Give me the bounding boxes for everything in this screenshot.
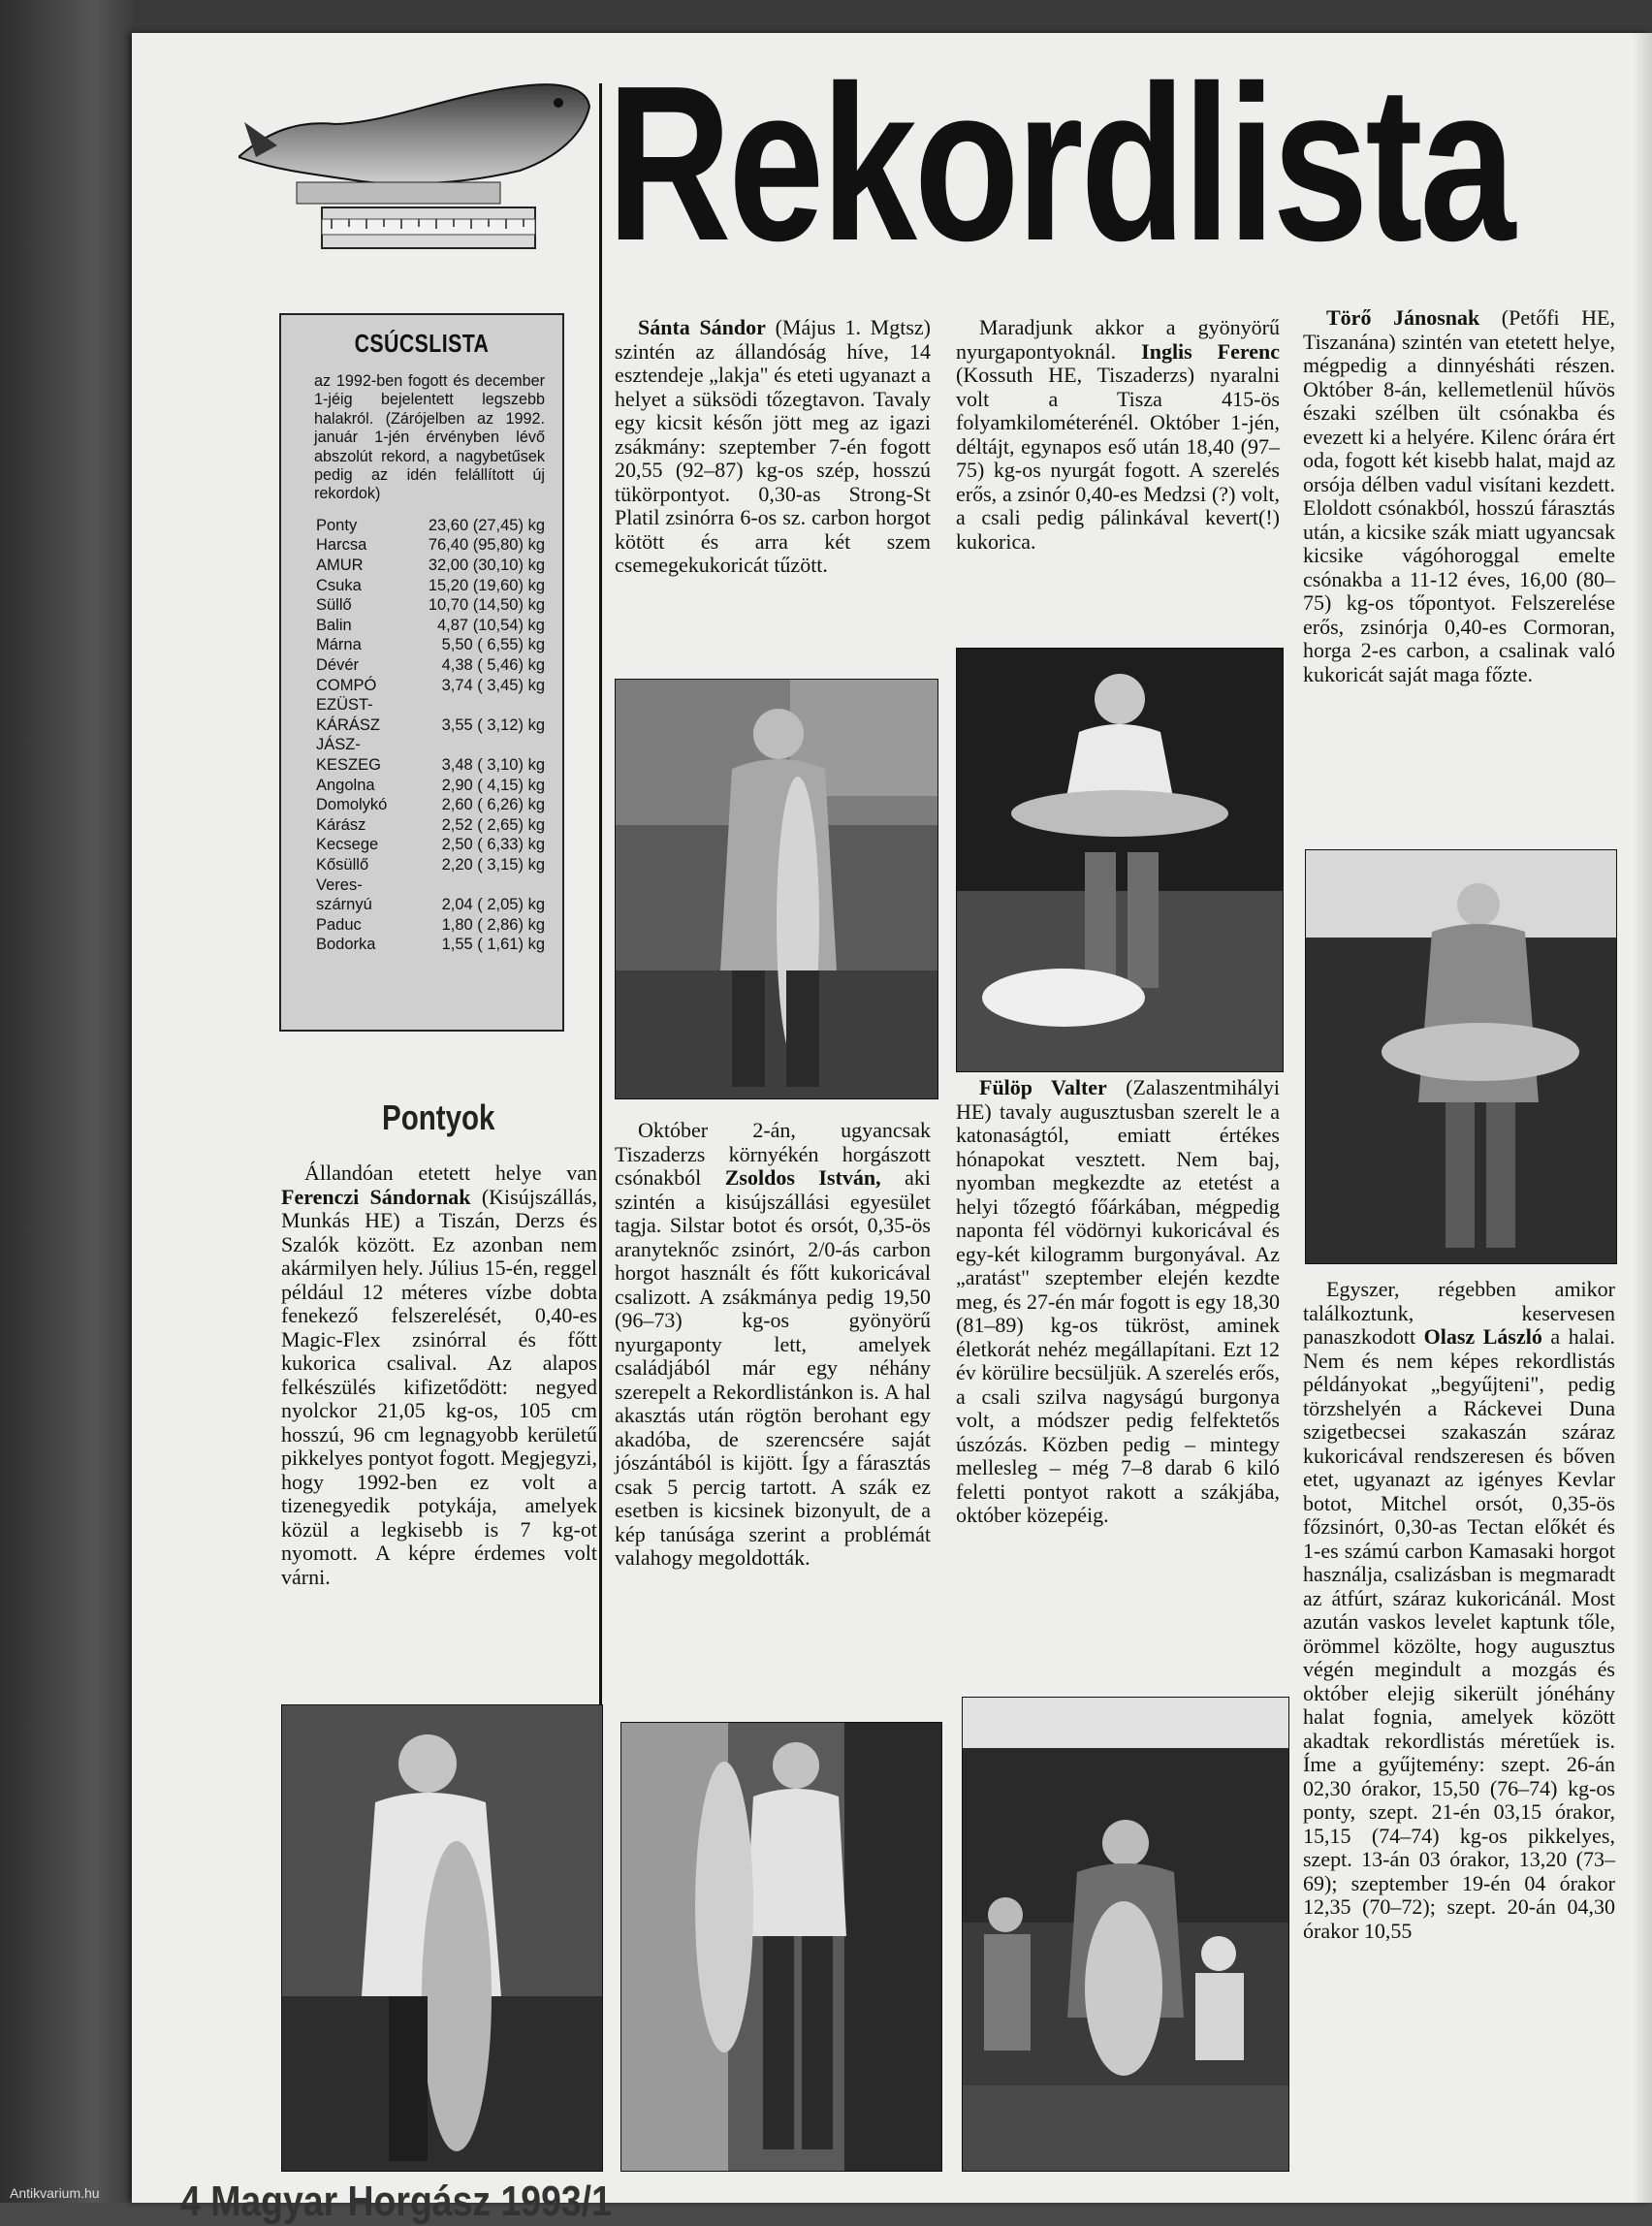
name-santa-sandor: Sánta Sándor	[638, 315, 766, 339]
name-zsoldos-istvan: Zsoldos István,	[724, 1165, 881, 1190]
record-row	[316, 655, 545, 676]
record-list-table	[316, 516, 545, 955]
record-fish-name: Süllő	[316, 596, 352, 615]
record-weight: 1,80 ( 2,86) kg	[441, 915, 545, 934]
record-weight: 3,48 ( 3,10) kg	[441, 755, 545, 774]
record-fish-name: Kecsege	[316, 836, 379, 854]
section-heading-pontyok: Pontyok	[382, 1097, 495, 1137]
record-row	[316, 776, 545, 796]
record-list-intro: az 1992-ben fogott és december 1-jéig bejelentett legszebb halakról. (Zárójelben az 1992. január 1-jén érvényben lévő abszolút rekord, a nagybetűsek pedig az idén felállított új rekordok)	[314, 372, 545, 503]
paragraph-inglis: Maradjunk akkor a gyönyörű nyurgapontyoknál. Inglis Ferenc (Kossuth HE, Tiszaderzs) nyaralni volt a Tisza 415-ös folyamkilométerénél. Október 1-jén, déltájt, egynapos eső után 18,40 (97–75) kg-os nyurgát fogott. A szerelés erős, a zsinór 0,40-es Medzsi (?) volt, a csali pedig pálinkával kevert(!) kukorica.	[956, 315, 1281, 554]
record-weight: 3,74 ( 3,45) kg	[441, 676, 545, 694]
photo-ferenczi-sandor-with-carp	[281, 1704, 603, 2172]
record-row	[316, 535, 545, 556]
record-fish-name: COMPÓ	[316, 676, 377, 694]
record-row	[316, 616, 545, 636]
record-row	[316, 516, 545, 536]
fish-on-scale-illustration	[238, 64, 597, 254]
photo-fulop-valter-with-carp-and-children	[962, 1697, 1289, 2172]
photo-toro-janos-with-carp	[1305, 849, 1617, 1264]
record-fish-name: Ponty	[316, 516, 358, 534]
name-fulop-valter: Fülöp Valter	[979, 1075, 1107, 1099]
record-row	[316, 795, 545, 815]
paragraph-fulop: Fülöp Valter (Zalaszentmihályi HE) tavaly augusztusban szerelt le a katonaságtól, emiatt értékes hónapokat vesztett. Nem baj, nyomban megkezdte az etetést a helyi tőzegtó főárkában, mégpedig naponta fél vödörnyi kukoricával és egy-két kilogramm burgonyával. Az „aratást" szeptember elején kezdte meg, és 27-én már fogott is egy 18,30 (81–89) kg-os tükröst, aminek életkorát nehéz megállapítani. Ezt 12 év körülire becsüljük. A szerelés erős, a csali szilva nagyságú burgonya volt, a módszer pedig felfektetős úszózás. Közben pedig – mintegy mellesleg – még 7–8 darab 6 kiló feletti pontyot rakott a szákjába, október közepéig.	[956, 1075, 1280, 1527]
paragraph-toro: Törő Jánosnak (Petőfi HE, Tiszanána) szintén van etetett helye, mégpedig a dinnyésháti részen. Október 8-án, kellemetlenül hűvös északi szélben ült csónakba és evezett ki a helyére. Kilenc órára ért oda, fogott két kisebb halat, majd az orsója délben vadul visítani kezdett. Eloldott csónakból, hosszú fárasztás után, a kicsike szák miatt ugyancsak kicsike vágóhoroggal emelte csónakba a 11-12 éves, 16,00 (80–75) kg-os tőpontyot. Felszerelése erős, zsinórja 0,40-es Cormoran, horga 2-es carbon, a csalinak való kukoricát saját maga főzte.	[1303, 305, 1615, 686]
record-weight: 3,55 ( 3,12) kg	[441, 716, 545, 734]
record-fish-name: Veres- szárnyú	[316, 875, 372, 914]
record-weight: 2,20 ( 3,15) kg	[441, 855, 545, 874]
record-fish-name: Paduc	[316, 915, 362, 934]
article-column-3-top	[956, 316, 1280, 554]
record-weight: 23,60 (27,45) kg	[428, 516, 545, 534]
record-weight: 10,70 (14,50) kg	[428, 596, 545, 615]
page-footer: 4 Magyar Horgász 1993/1	[180, 2178, 612, 2225]
watermark-text: Antikvarium.hu	[10, 2185, 100, 2201]
name-ferenczi-sandor: Ferenczi Sándornak	[281, 1184, 471, 1209]
record-row	[316, 676, 545, 696]
page-edge-shadow	[1633, 33, 1652, 2203]
name-inglis-ferenc: Inglis Ferenc	[1141, 338, 1281, 364]
record-weight: 2,04 ( 2,05) kg	[441, 896, 545, 914]
record-list-heading: CSÚCSLISTA	[354, 329, 490, 358]
record-fish-name: Kárász	[316, 815, 366, 834]
article-column-3-middle	[956, 1076, 1280, 1528]
paragraph-zsoldos: Október 2-án, ugyancsak Tiszaderzs környékén horgászott csónakból Zsoldos István, aki szintén a kisújszállási egyesület tagja. Silstar botot és orsót, 0,35-ös aranyteknőc zsinórt, 2/0-ás carbon horgot használt és főtt kukoricával csalizott. A zsákmánya pedig 19,50 (96–73) kg-os gyönyörű nyurgaponty lett, amelyek családjából már egy néhány szerepelt a Rekordlistánkon is. A hal akasztás után rögtön berohant egy akadóba, de szerencsére saját jószántából is kijött. Így a fárasztás csak 5 percig tartott. A szák ez esetben is kicsinek bizonyult, de a kép tanúsága szerint a problémát valahogy megoldották.	[615, 1118, 931, 1570]
record-weight: 4,87 (10,54) kg	[437, 616, 545, 634]
record-weight: 5,50 ( 6,55) kg	[441, 636, 545, 654]
record-weight: 15,20 (19,60) kg	[428, 576, 545, 594]
record-row	[316, 695, 545, 735]
record-row	[316, 595, 545, 616]
article-column-2-top	[615, 316, 931, 578]
record-weight: 1,55 ( 1,61) kg	[441, 936, 545, 954]
article-column-1	[281, 1161, 597, 1589]
record-fish-name: AMUR	[316, 556, 364, 575]
name-olasz-laszlo: Olasz László	[1423, 1324, 1542, 1349]
record-row	[316, 576, 545, 596]
photo-zsoldos-istvan-with-carp	[620, 1722, 942, 2172]
record-weight: 2,52 ( 2,65) kg	[441, 815, 545, 834]
background-top	[0, 0, 1652, 33]
name-toro-janos: Törő Jánosnak	[1326, 305, 1480, 330]
record-list-box	[279, 313, 564, 1032]
record-row	[316, 735, 545, 775]
paragraph-santa: Sánta Sándor (Május 1. Mgtsz) szintén az állandóság híve, 14 esztendeje „lakja" és eteti ugyanazt a helyet a süksödi tőzegtavon. Tavaly egy kicsit későn jött meg az igazi zsákmány: szeptember 7-én fogott 20,55 (92–87) kg-os szép, hosszú tükörpontyot. 0,30-as Strong-St Platil zsinórra 6-os sz. carbon horgot kötött és arra két szem csemegekukoricát tűzött.	[615, 315, 931, 577]
paragraph-ferenczi: Állandóan etetett helye van Ferenczi Sándornak (Kisújszállás, Munkás HE) a Tiszán, Derzs és Szalók között. Ez azonban nem akármilyen hely. Július 15-én, reggel például 12 méteres vízbe dobta fenekező felszerelését, 0,40-es Magic-Flex zsinórral és főtt kukorica csalival. Az alapos felkészülés kifizetődött: negyed nyolckor 21,05 kg-os, 105 cm hosszú, 96 cm legnagyobb kerületű pikkelyes pontyot fogott. Megjegyzi, hogy 1992-ben ez volt a tizenegyedik potykája, amelyek közül a legkisebb is 7 kg-ot nyomott. A képre érdemes volt várni.	[281, 1161, 597, 1589]
record-fish-name: Harcsa	[316, 536, 367, 555]
record-fish-name: Márna	[316, 636, 362, 654]
article-column-4-bottom	[1303, 1278, 1615, 1943]
record-weight: 76,40 (95,80) kg	[428, 536, 545, 555]
record-fish-name: JÁSZ- KESZEG	[316, 736, 381, 774]
record-fish-name: EZÜST- KÁRÁSZ	[316, 696, 381, 734]
record-row	[316, 935, 545, 955]
record-fish-name: Bodorka	[316, 936, 376, 954]
record-row	[316, 815, 545, 836]
record-weight: 4,38 ( 5,46) kg	[441, 656, 545, 674]
photo-santa-sandor-with-carp	[615, 679, 938, 1099]
record-row	[316, 915, 545, 936]
record-fish-name: Balin	[316, 616, 352, 634]
record-weight: 2,60 ( 6,26) kg	[441, 796, 545, 814]
record-row	[316, 875, 545, 915]
article-column-2-middle	[615, 1119, 931, 1571]
record-fish-name: Dévér	[316, 656, 360, 674]
record-row	[316, 855, 545, 875]
background-left	[0, 0, 136, 2203]
paragraph-olasz: Egyszer, régebben amikor találkoztunk, keservesen panaszkodott Olasz László a halai. Nem és nem képes rekordlistás példányokat „begyűjteni", pedig törzshelyén a Ráckevei Duna szigetbecsei szakaszán száraz kukoricával rendszeresen és bőven etet, ugyanazt az igényes Kevlar botot, Mitchel orsót, 0,35-ös főzsinórt, 0,30-as Tectan előkét és 1-es számú carbon Kamasaki horgot használja, csalizásban is megmaradt az átfúrt, száraz kukoricánál. Most azután vaskos levelet kaptunk tőle, örömmel közölte, hogy augusztus végén megindult a mozgás és október elejig sikerült jónéhány halat fognia, amelyek között akadtak rekordlistás méretűek is. Íme a gyűjtemény: szept. 26-án 02,30 órakor, 15,50 (76–74) kg-os ponty, szept. 21-én 03,15 órakor, 15,15 (74–74) kg-os pikkelyes, szept. 13-án 03 órakor, 13,20 (73–69); szeptember 19-én 04 órakor 12,35 (70–72); szept. 20-án 04,30 órakor 10,55	[1303, 1277, 1615, 1943]
column-divider-rule	[599, 83, 602, 1761]
article-column-4-top	[1303, 306, 1615, 686]
record-row	[316, 635, 545, 655]
record-fish-name: Angolna	[316, 776, 375, 794]
record-weight: 32,00 (30,10) kg	[428, 556, 545, 575]
record-fish-name: Domolykó	[316, 796, 388, 814]
photo-inglis-ferenc-with-carp	[956, 648, 1284, 1072]
record-row	[316, 556, 545, 576]
record-fish-name: Csuka	[316, 576, 362, 594]
record-row	[316, 835, 545, 855]
record-weight: 2,90 ( 4,15) kg	[441, 776, 545, 794]
record-weight: 2,50 ( 6,33) kg	[441, 836, 545, 854]
page-title: Rekordlista	[607, 41, 1513, 287]
record-fish-name: Kősüllő	[316, 855, 369, 874]
